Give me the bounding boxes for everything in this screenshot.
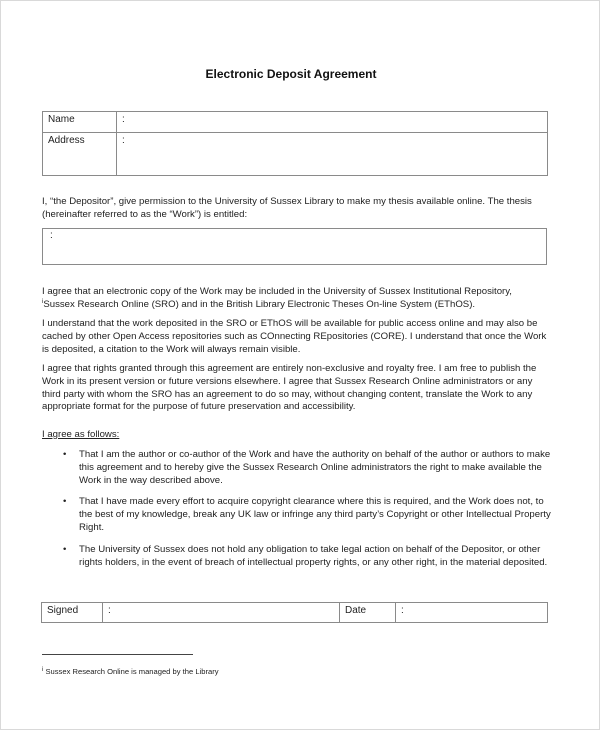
address-row [43, 133, 548, 176]
depositor-info-table [42, 111, 548, 176]
name-field[interactable]: : [117, 112, 548, 133]
bullet-text: That I have made every effort to acquire copyright clearance where this is required, and the Work does not, to the best of my knowledge, break any UK law or infringe any third party’s Copyright or other Intellectual Property Right. [79, 496, 551, 533]
bullet-item [42, 449, 552, 487]
name-label: Name [43, 112, 117, 133]
bullet-text: The University of Sussex does not hold any obligation to take legal action on behalf of the Depositor, or other rights holders, in the event of breach of intellectual property rights, or any other right, in the material deposited. [79, 543, 548, 568]
date-field[interactable]: : [396, 603, 548, 623]
bullet-icon: • [63, 449, 67, 460]
thesis-title-field[interactable]: : [42, 228, 547, 265]
public-access-paragraph: I understand that the work deposited in the SRO or EThOS will be available for public access online and may also be cached by other Open Access repositories such as COnnecting REpositories (CORE). I understand that once the Work is deposited, a citation to the Work will always remain visible. [42, 318, 547, 355]
rights-paragraph: I agree that rights granted through this agreement are entirely non-exclusive and royalty free. I am free to publish the Work in its present version or future versions elsewhere. I agree that Sussex Research Online administrators or any third party with whom the SRO has an agreement to do so may, without changing content, translate the Work to any appropriate format for the purpose of future preservation and accessibility. [42, 363, 537, 413]
address-field[interactable]: : [117, 133, 548, 176]
footnote-number: i [42, 667, 44, 673]
footnote-text: Sussex Research Online is managed by the Library [45, 667, 219, 676]
footnote-marker: i [42, 298, 44, 305]
bullet-icon: • [63, 496, 67, 508]
bullet-icon: • [63, 543, 67, 555]
repository-paragraph-text-1: I agree that an electronic copy of the Work may be included in the University of Sussex Institutional Repository, [42, 286, 512, 297]
agreement-bullet-list [42, 449, 552, 578]
footnote-divider [42, 654, 193, 655]
signature-row [42, 603, 548, 623]
page-title: Electronic Deposit Agreement [205, 67, 377, 81]
signed-label: Signed [42, 603, 103, 623]
agree-heading: I agree as follows: [42, 429, 120, 440]
name-row [43, 112, 548, 133]
bullet-item [42, 496, 552, 534]
bullet-item [42, 544, 552, 570]
signature-table [41, 602, 548, 623]
date-label: Date [340, 603, 396, 623]
intro-paragraph: I, “the Depositor”, give permission to the University of Sussex Library to make my thesis available online. The thesis (hereinafter referred to as the “Work”) is entitled: [42, 196, 532, 220]
repository-paragraph [42, 286, 552, 312]
repository-paragraph-text-2: Sussex Research Online (SRO) and in the British Library Electronic Theses On-line System (EThOS). [43, 298, 476, 310]
signed-field[interactable]: : [103, 603, 340, 623]
footnote [42, 667, 219, 676]
bullet-text: That I am the author or co-author of the Work and have the authority on behalf of the author or authors to make this agreement and to hereby give the Sussex Research Online administrators the right to make available the Work in the way described above. [79, 449, 551, 486]
address-label: Address [43, 133, 117, 176]
